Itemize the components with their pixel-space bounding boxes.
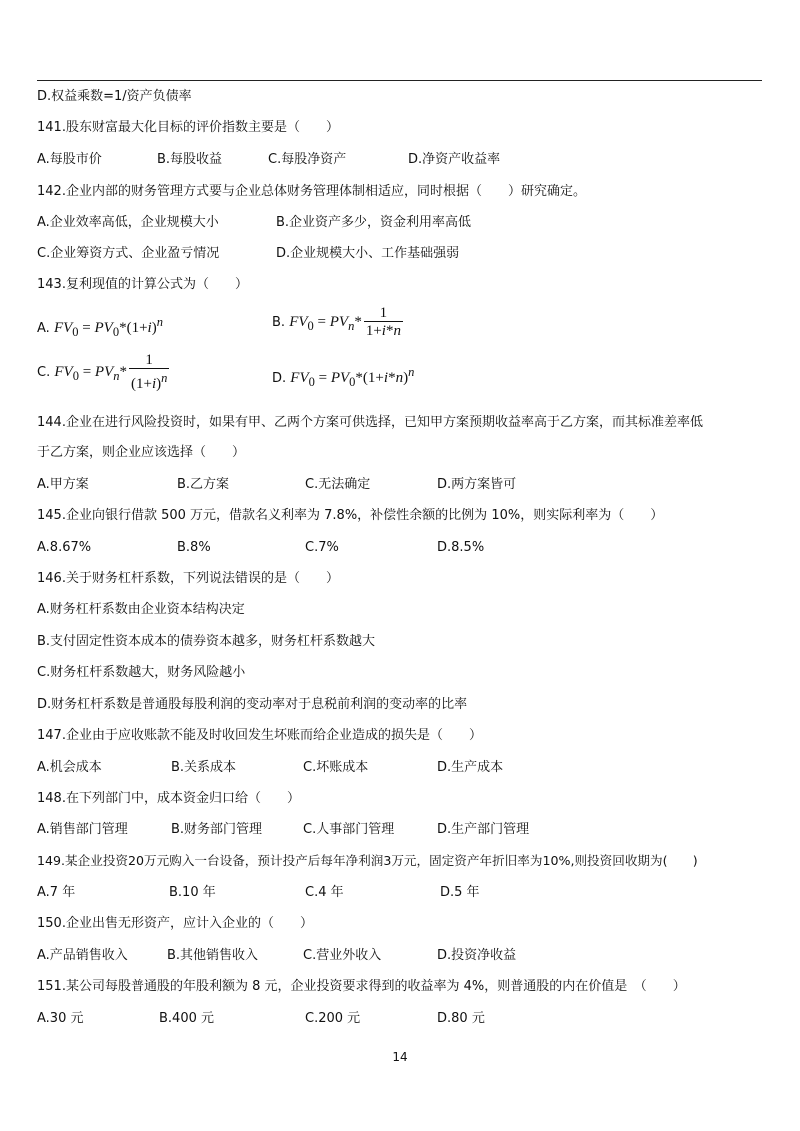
q144-stem-line2: 于乙方案，则企业应该选择（ ） xyxy=(37,445,246,460)
q145-option-c: C.7% xyxy=(305,540,339,555)
q141-option-d: D.净资产收益率 xyxy=(408,152,501,167)
q150-stem: 150.企业出售无形资产，应计入企业的（ ） xyxy=(37,916,313,931)
q150-option-b: B.其他销售收入 xyxy=(167,948,259,963)
q140-option-d: D.权益乘数=1/资产负债率 xyxy=(37,89,192,104)
q148-option-d: D.生产部门管理 xyxy=(437,822,530,837)
q143-label-a: A. xyxy=(37,321,50,336)
q143-formula-d: $FV_0 = PV_0*(1+i*n)^n$ xyxy=(290,365,415,389)
q149-option-d: D.5 年 xyxy=(440,885,480,900)
q143-formula-a: $FV_0 = PV_0*(1+i)^n$ xyxy=(53,315,163,339)
q143-option-b xyxy=(272,302,405,342)
q148-option-b: B.财务部门管理 xyxy=(171,822,263,837)
q146-option-c: C.财务杠杆系数越大，财务风险越小 xyxy=(37,665,246,680)
q149-option-c: C.4 年 xyxy=(305,885,344,900)
q144-option-c: C.无法确定 xyxy=(305,477,371,492)
q142-option-b: B.企业资产多少，资金利用率高低 xyxy=(276,215,472,230)
q143-label-d: D. xyxy=(272,371,287,386)
q145-option-d: D.8.5% xyxy=(437,540,485,555)
q143-label-b: B. xyxy=(272,315,286,330)
q147-option-a: A.机会成本 xyxy=(37,760,102,775)
q143-option-d xyxy=(272,363,415,389)
q141-option-a: A.每股市价 xyxy=(37,152,102,167)
page-number: 14 xyxy=(392,1050,408,1064)
q147-stem: 147.企业由于应收账款不能及时收回发生坏账而给企业造成的损失是（ ） xyxy=(37,728,482,743)
q146-option-a: A.财务杠杆系数由企业资本结构决定 xyxy=(37,602,245,617)
q149-option-b: B.10 年 xyxy=(169,885,216,900)
q147-option-d: D.生产成本 xyxy=(437,760,504,775)
q151-option-b: B.400 元 xyxy=(159,1011,214,1026)
q150-option-c: C.营业外收入 xyxy=(303,948,382,963)
q146-option-b: B.支付固定性资本成本的债券资本越多，财务杠杆系数越大 xyxy=(37,634,376,649)
header-rule xyxy=(37,80,762,81)
q151-option-d: D.80 元 xyxy=(437,1011,485,1026)
q142-option-c: C.企业筹资方式、企业盈亏情况 xyxy=(37,246,220,261)
q150-option-d: D.投资净收益 xyxy=(437,948,517,963)
q143-formula-b: $FV_0 = PV_n*$ $\frac{1}{1+i*n}$ xyxy=(289,305,401,340)
q142-stem: 142.企业内部的财务管理方式要与企业总体财务管理体制相适应，同时根据（ ）研究确定。 xyxy=(37,184,586,199)
q148-option-c: C.人事部门管理 xyxy=(303,822,395,837)
q145-option-a: A.8.67% xyxy=(37,540,92,555)
q144-option-d: D.两方案皆可 xyxy=(437,477,517,492)
q141-option-c: C.每股净资产 xyxy=(268,152,347,167)
q143-label-c: C. xyxy=(37,365,51,380)
q150-option-a: A.产品销售收入 xyxy=(37,948,128,963)
q148-stem: 148.在下列部门中，成本资金归口给（ ） xyxy=(37,791,300,806)
q143-formula-c: $FV_0 = PV_n*$ $\frac{1}{(1+i)^n}$ xyxy=(54,352,168,393)
q144-option-a: A.甲方案 xyxy=(37,477,89,492)
q141-option-b: B.每股收益 xyxy=(157,152,223,167)
q148-option-a: A.销售部门管理 xyxy=(37,822,128,837)
q142-option-a: A.企业效率高低，企业规模大小 xyxy=(37,215,219,230)
q147-option-c: C.坏账成本 xyxy=(303,760,369,775)
q146-option-d: D.财务杠杆系数是普通股每股利润的变动率对于息税前利润的变动率的比率 xyxy=(37,697,468,712)
q141-stem: 141.股东财富最大化目标的评价指数主要是（ ） xyxy=(37,120,339,135)
q149-option-a: A.7 年 xyxy=(37,885,76,900)
q142-option-d: D.企业规模大小、工作基础强弱 xyxy=(276,246,460,261)
q151-stem: 151.某公司每股普通股的年股利额为 8 元，企业投资要求得到的收益率为 4%，则普通股的内在价值是 （ ） xyxy=(37,979,686,994)
q146-stem: 146.关于财务杠杆系数，下列说法错误的是（ ） xyxy=(37,571,339,586)
q143-option-a xyxy=(37,313,163,339)
q145-option-b: B.8% xyxy=(177,540,211,555)
q151-option-a: A.30 元 xyxy=(37,1011,84,1026)
q151-option-c: C.200 元 xyxy=(305,1011,361,1026)
q145-stem: 145.企业向银行借款 500 万元，借款名义利率为 7.8%，补偿性余额的比例为 10%，则实际利率为（ ） xyxy=(37,508,664,523)
q144-option-b: B.乙方案 xyxy=(177,477,230,492)
q143-stem: 143.复利现值的计算公式为（ ） xyxy=(37,277,248,292)
q144-stem-line1: 144.企业在进行风险投资时，如果有甲、乙两个方案可供选择，已知甲方案预期收益率高于乙方案，而其标准差率低 xyxy=(37,415,703,430)
q147-option-b: B.关系成本 xyxy=(171,760,237,775)
q149-stem: 149.某企业投资20万元购入一台设备，预计投产后每年净利润3万元，固定资产年折旧率为10%,则投资回收期为( ) xyxy=(37,853,698,868)
q143-option-c xyxy=(37,352,171,392)
